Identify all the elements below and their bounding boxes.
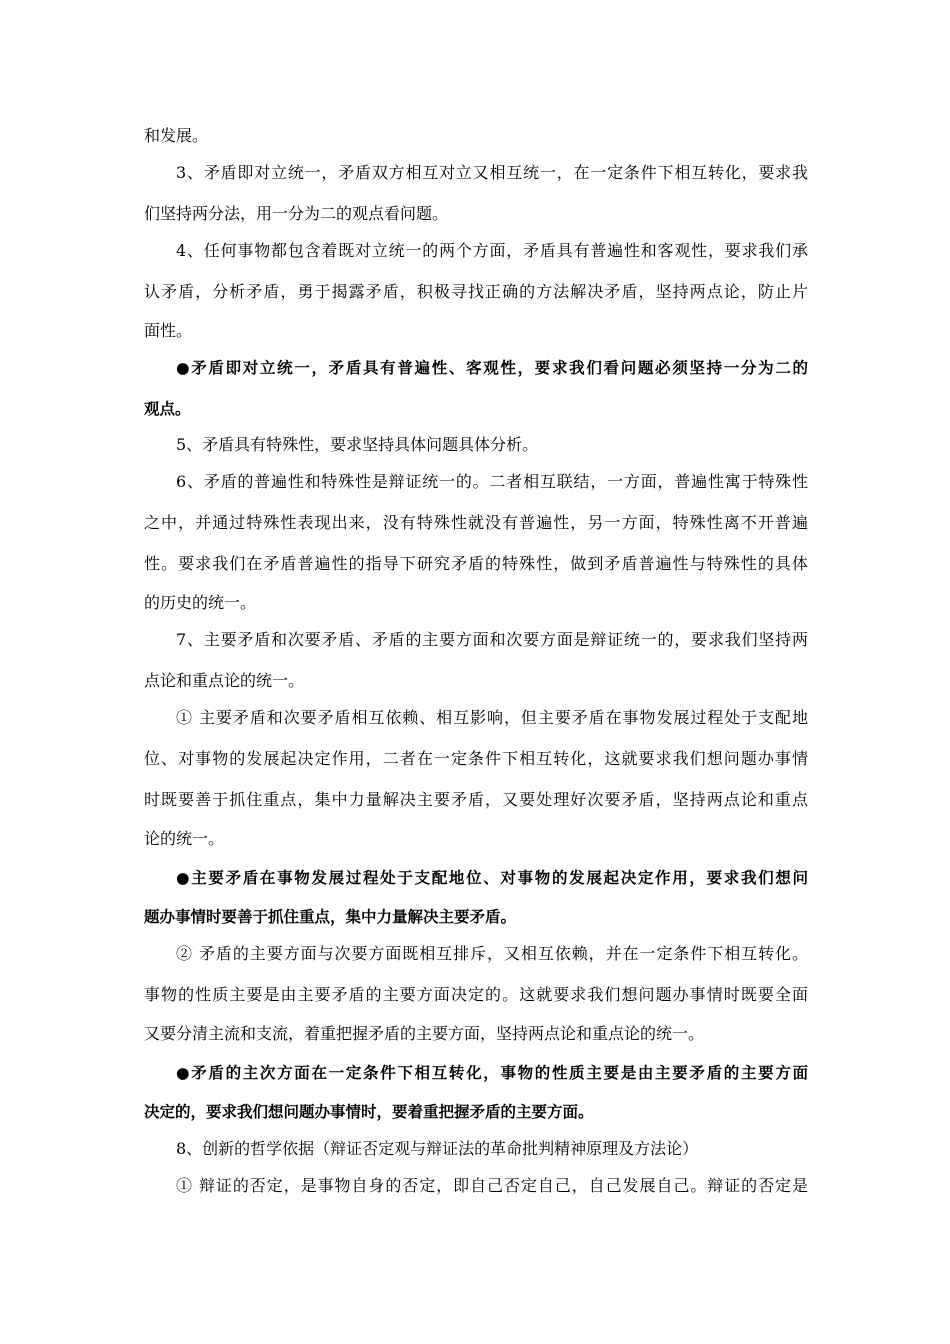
text-line: 的历史的统一。: [144, 593, 257, 612]
text-line: 6、矛盾的普遍性和特殊性是辩证统一的。二者相互联结，一方面，普遍性寓于特殊性: [176, 472, 808, 491]
bold-summary-line: ●矛盾的主次方面在一定条件下相互转化，事物的性质主要是由主要矛盾的主要方面: [176, 1064, 808, 1082]
text-line: ① 主要矛盾和次要矛盾相互依赖、相互影响，但主要矛盾在事物发展过程处于支配地: [176, 708, 808, 727]
text-line: 事物的性质主要是由主要矛盾的主要方面决定的。这就要求我们想问题办事情时既要全面: [144, 985, 808, 1004]
text-line: 之中，并通过特殊性表现出来，没有特殊性就没有普遍性，另一方面，特殊性离不开普遍: [144, 513, 808, 532]
text-line: 位、对事物的发展起决定作用，二者在一定条件下相互转化，这就要求我们想问题办事情: [144, 749, 808, 768]
text-line: 性。要求我们在矛盾普遍性的指导下研究矛盾的特殊性，做到矛盾普遍性与特殊性的具体: [144, 554, 808, 573]
text-line: ① 辩证的否定，是事物自身的否定，即自己否定自己，自己发展自己。辩证的否定是: [176, 1176, 808, 1195]
text-line: 3、矛盾即对立统一，矛盾双方相互对立又相互统一，在一定条件下相互转化，要求我: [176, 163, 808, 182]
text-line: 7、主要矛盾和次要矛盾、矛盾的主要方面和次要方面是辩证统一的，要求我们坚持两: [176, 630, 808, 649]
text-line: 4、任何事物都包含着既对立统一的两个方面，矛盾具有普遍性和客观性，要求我们承: [176, 241, 808, 260]
text-line: 5、矛盾具有特殊性，要求坚持具体问题具体分析。: [176, 435, 539, 454]
text-line: ② 矛盾的主要方面与次要方面既相互排斥，又相互依赖，并在一定条件下相互转化。: [176, 944, 808, 963]
bold-summary-line: 题办事情时要善于抓住重点，集中力量解决主要矛盾。: [144, 908, 517, 926]
text-line: 们坚持两分法，用一分为二的观点看问题。: [144, 204, 449, 223]
text-line: 和发展。: [144, 126, 209, 145]
text-line: 点论和重点论的统一。: [144, 671, 305, 690]
text-line: 8、创新的哲学依据（辩证否定观与辩证法的革命批判精神原理及方法论）: [176, 1139, 699, 1158]
bold-summary-line: ●矛盾即对立统一，矛盾具有普遍性、客观性，要求我们看问题必须坚持一分为二的: [176, 359, 808, 377]
text-line: 时既要善于抓住重点，集中力量解决主要矛盾，又要处理好次要矛盾，坚持两点论和重点: [144, 790, 808, 809]
text-line: 面性。: [144, 321, 193, 340]
bold-summary-line: 决定的，要求我们想问题办事情时，要着重把握矛盾的主要方面。: [144, 1103, 594, 1121]
text-line: 又要分清主流和支流，着重把握矛盾的主要方面，坚持两点论和重点论的统一。: [144, 1024, 705, 1043]
text-line: 论的统一。: [144, 829, 225, 848]
bold-summary-line: ●主要矛盾在事物发展过程处于支配地位、对事物的发展起决定作用，要求我们想问: [176, 869, 808, 887]
text-line: 认矛盾，分析矛盾，勇于揭露矛盾，积极寻找正确的方法解决矛盾，坚持两点论，防止片: [144, 282, 808, 301]
bold-summary-line: 观点。: [144, 400, 191, 418]
